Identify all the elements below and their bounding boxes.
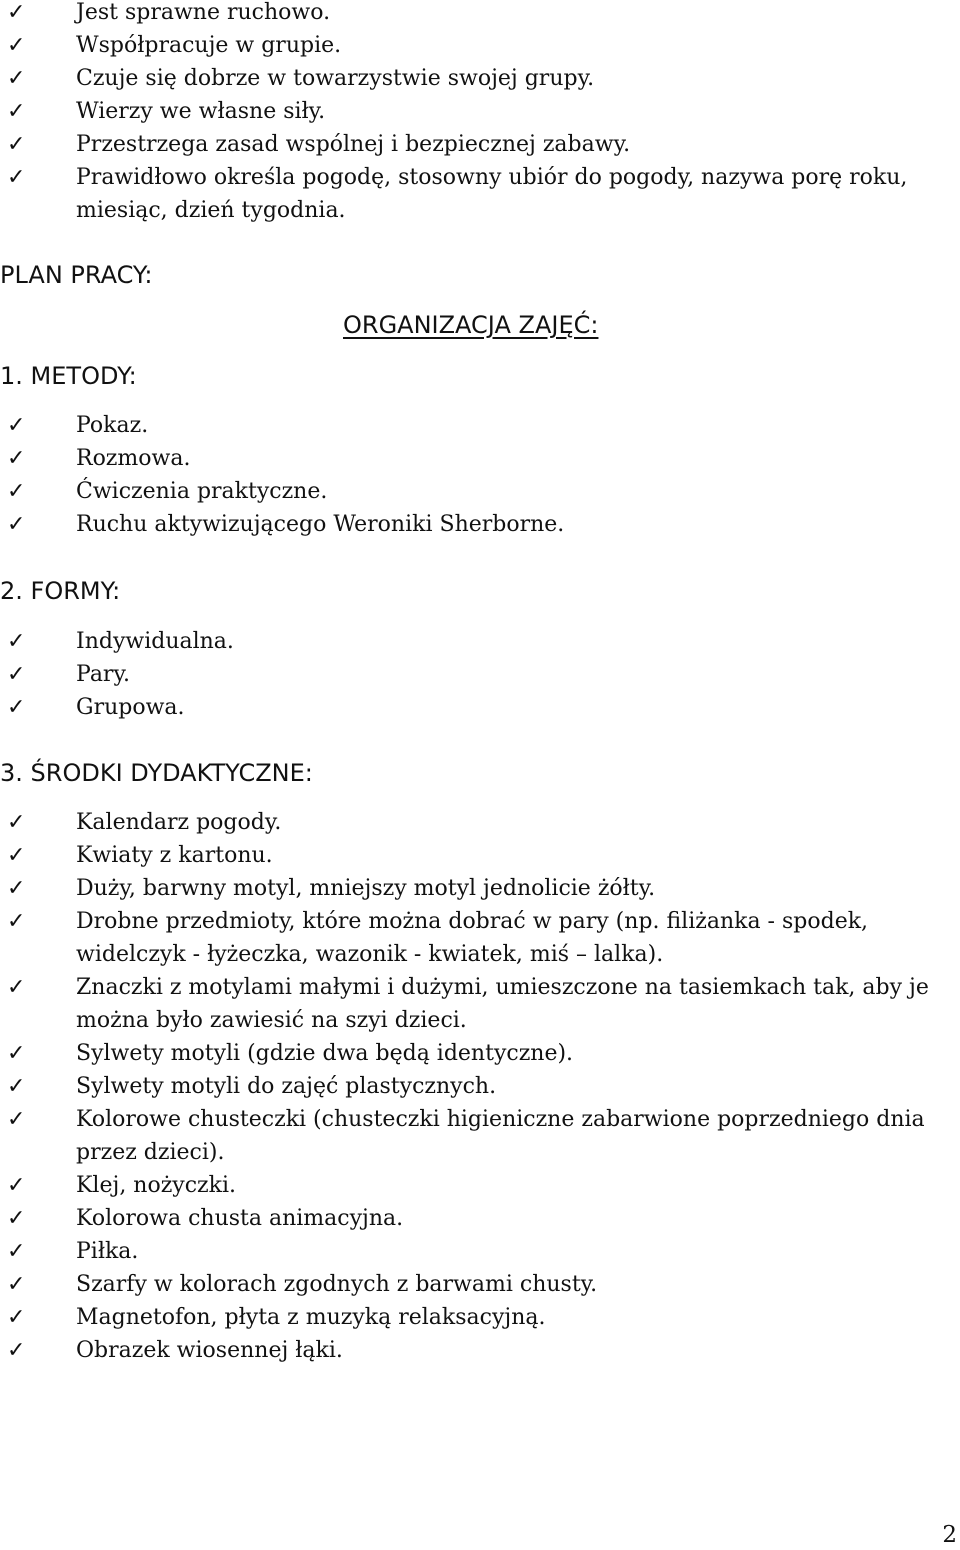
list-item — [0, 1235, 950, 1268]
check-icon: ✓ — [7, 810, 26, 835]
check-icon: ✓ — [7, 512, 26, 537]
list-item-text: Jest sprawne ruchowo. — [76, 0, 331, 25]
list-item — [0, 442, 950, 475]
list-item-text: Rozmowa. — [76, 446, 191, 471]
metody-heading — [0, 360, 137, 392]
check-icon: ✓ — [7, 662, 26, 687]
list-item-text: Magnetofon, płyta z muzyką relaksacyjną. — [76, 1305, 546, 1330]
list-item — [0, 1070, 950, 1103]
list-item — [0, 29, 950, 62]
check-icon: ✓ — [7, 132, 26, 157]
list-item — [0, 508, 950, 541]
list-item-text: Duży, barwny motyl, mniejszy motyl jednolicie żółty. — [76, 876, 656, 901]
check-icon: ✓ — [7, 975, 26, 1000]
section-title: ŚRODKI DYDAKTYCZNE: — [30, 759, 313, 787]
srodki-heading — [0, 757, 313, 789]
check-icon: ✓ — [7, 165, 26, 190]
check-icon: ✓ — [7, 629, 26, 654]
list-item — [0, 691, 950, 724]
list-item-text: Wierzy we własne siły. — [76, 99, 326, 124]
list-item — [0, 905, 950, 971]
check-icon: ✓ — [7, 1338, 26, 1363]
list-item-text: Czuje się dobrze w towarzystwie swojej grupy. — [76, 66, 595, 91]
list-item — [0, 872, 950, 905]
list-item — [0, 128, 950, 161]
check-icon: ✓ — [7, 876, 26, 901]
list-item-text: Współpracuje w grupie. — [76, 33, 342, 58]
section-number: 3. — [0, 759, 23, 787]
list-item-text: Grupowa. — [76, 695, 185, 720]
list-item-text: Przestrzega zasad wspólnej i bezpiecznej zabawy. — [76, 132, 631, 157]
list-item-text: Kolorowa chusta animacyjna. — [76, 1206, 404, 1231]
check-icon: ✓ — [7, 909, 26, 934]
check-icon: ✓ — [7, 1041, 26, 1066]
list-item — [0, 0, 950, 29]
plan-heading: PLAN PRACY: — [0, 261, 153, 289]
srodki-list — [0, 806, 960, 1367]
list-item — [0, 1037, 950, 1070]
check-icon: ✓ — [7, 695, 26, 720]
list-item-text: Drobne przedmioty, które można dobrać w pary (np. filiżanka - spodek, widelczyk - łyżeczka, wazonik - kwiatek, miś – lalka). — [76, 909, 869, 967]
list-item — [0, 625, 950, 658]
check-icon: ✓ — [7, 843, 26, 868]
check-icon: ✓ — [7, 1239, 26, 1264]
list-item-text: Kalendarz pogody. — [76, 810, 282, 835]
check-icon: ✓ — [7, 1305, 26, 1330]
list-item — [0, 409, 950, 442]
list-item-text: Kolorowe chusteczki (chusteczki higieniczne zabarwione poprzedniego dnia przez dzieci). — [76, 1107, 925, 1165]
organizacja-heading: ORGANIZACJA ZAJĘĆ: — [343, 311, 599, 339]
list-item-text: Szarfy w kolorach zgodnych z barwami chusty. — [76, 1272, 598, 1297]
check-icon: ✓ — [7, 99, 26, 124]
list-item-text: Sylwety motyli (gdzie dwa będą identyczne). — [76, 1041, 574, 1066]
check-icon: ✓ — [7, 33, 26, 58]
check-icon: ✓ — [7, 1107, 26, 1132]
list-item-text: Kwiaty z kartonu. — [76, 843, 273, 868]
list-item-text: Sylwety motyli do zajęć plastycznych. — [76, 1074, 497, 1099]
list-item — [0, 1301, 950, 1334]
list-item-text: Pary. — [76, 662, 130, 687]
list-item — [0, 1202, 950, 1235]
section-number: 1. — [0, 362, 23, 390]
list-item-text: Obrazek wiosennej łąki. — [76, 1338, 343, 1363]
list-item-text: Klej, nożyczki. — [76, 1173, 237, 1198]
list-item — [0, 62, 950, 95]
check-icon: ✓ — [7, 446, 26, 471]
list-item — [0, 1169, 950, 1202]
formy-list — [0, 625, 960, 724]
list-item — [0, 971, 950, 1037]
list-item-text: Znaczki z motylami małymi i dużymi, umieszczone na tasiemkach tak, aby je można było zawiesić na szyi dzieci. — [76, 975, 929, 1033]
list-item-text: Ruchu aktywizującego Weroniki Sherborne. — [76, 512, 565, 537]
list-item — [0, 839, 950, 872]
list-item-text: Indywidualna. — [76, 629, 234, 654]
list-item-text: Pokaz. — [76, 413, 149, 438]
check-icon: ✓ — [7, 1206, 26, 1231]
check-icon: ✓ — [7, 1173, 26, 1198]
section-title: METODY: — [30, 362, 137, 390]
list-item — [0, 95, 950, 128]
outcomes-list — [0, 0, 960, 227]
list-item — [0, 161, 950, 227]
metody-list — [0, 409, 960, 541]
formy-heading — [0, 575, 120, 607]
page-number: 2 — [942, 1522, 957, 1548]
list-item — [0, 475, 950, 508]
check-icon: ✓ — [7, 479, 26, 504]
check-icon: ✓ — [7, 1074, 26, 1099]
check-icon: ✓ — [7, 66, 26, 91]
list-item-text: Prawidłowo określa pogodę, stosowny ubiór do pogody, nazywa porę roku, miesiąc, dzień tygodnia. — [76, 165, 908, 223]
section-title: FORMY: — [30, 577, 121, 605]
list-item — [0, 1268, 950, 1301]
list-item — [0, 1103, 950, 1169]
section-number: 2. — [0, 577, 23, 605]
list-item — [0, 658, 950, 691]
list-item — [0, 806, 950, 839]
check-icon: ✓ — [7, 413, 26, 438]
check-icon: ✓ — [7, 1272, 26, 1297]
list-item-text: Ćwiczenia praktyczne. — [76, 479, 328, 504]
list-item-text: Piłka. — [76, 1239, 139, 1264]
list-item — [0, 1334, 950, 1367]
check-icon: ✓ — [7, 0, 26, 25]
